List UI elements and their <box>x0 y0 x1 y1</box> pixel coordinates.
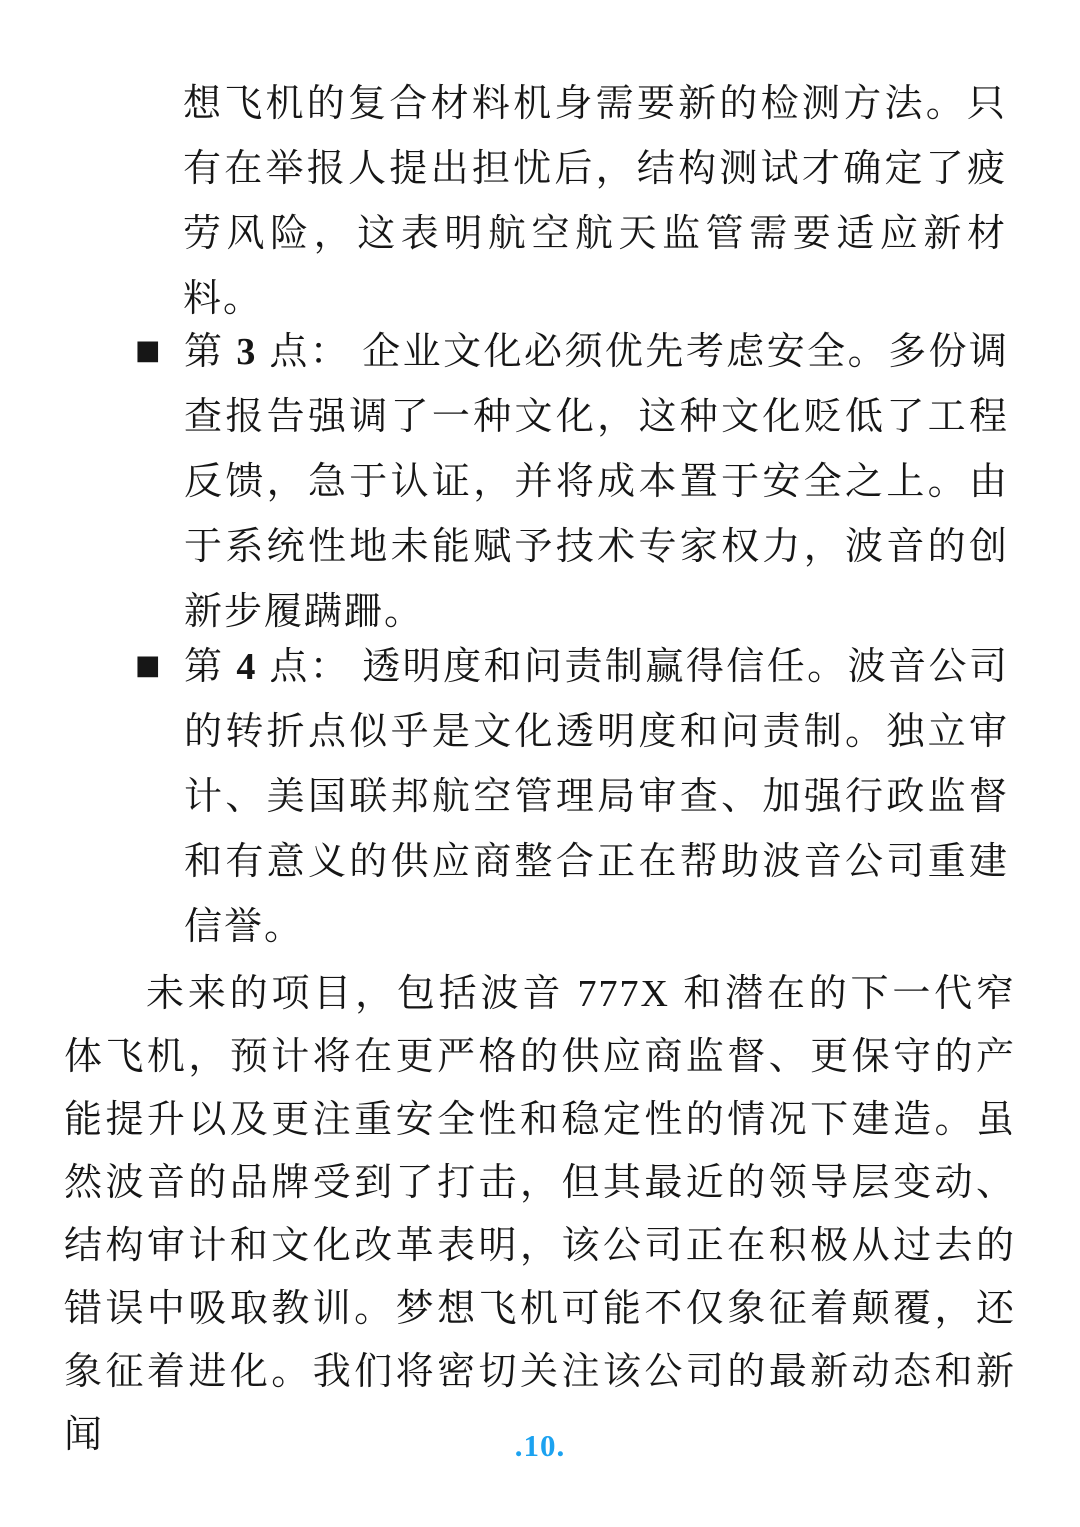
bullet-list <box>135 320 1009 960</box>
bullet-label-prefix: 第 <box>184 331 237 373</box>
continued-paragraph: 想飞机的复合材料机身需要新的检测方法。只有在举报人提出担忧后，结构测试才确定了疲劳风险，这表明航空航天监管需要适应新材料。 <box>183 83 1007 320</box>
bullet-text: 透明度和问责制赢得信任。波音公司的转折点似乎是文化透明度和问责制。独立审计、美国联邦航空管理局审查、加强行政监督和有意义的供应商整合正在帮助波音公司重建信誉。 <box>184 646 1009 948</box>
bullet-square-icon: ■ <box>135 650 161 681</box>
page-number: .10. <box>514 1428 566 1463</box>
bullet-label-suffix: 点： <box>257 646 363 688</box>
bullet-item-point-3 <box>135 320 1009 645</box>
bullet-label-prefix: 第 <box>184 646 237 688</box>
bullet-number: 3 <box>236 331 258 373</box>
bullet-label-suffix: 点： <box>257 331 363 373</box>
bullet-text: 企业文化必须优先考虑安全。多份调查报告强调了一种文化，这种文化贬低了工程反馈，急于认证，并将成本置于安全之上。由于系统性地未能赋予技术专家权力，波音的创新步履蹒跚。 <box>184 331 1009 633</box>
closing-paragraph: 未来的项目，包括波音 777X 和潜在的下一代窄体飞机，预计将在更严格的供应商监督、更保守的产能提升以及更注重安全性和稳定性的情况下建造。虽然波音的品牌受到了打击，但其最近的领导层变动、结构审计和文化改革表明，该公司正在积极从过去的错误中吸取教训。梦想飞机可能不仅象征着颠覆，还象征着进化。我们将密切关注该公司的最新动态和新闻 <box>64 973 1016 1456</box>
bullet-item-point-4 <box>135 635 1009 960</box>
bullet-number: 4 <box>236 646 258 688</box>
bullet-square-icon: ■ <box>135 335 161 366</box>
